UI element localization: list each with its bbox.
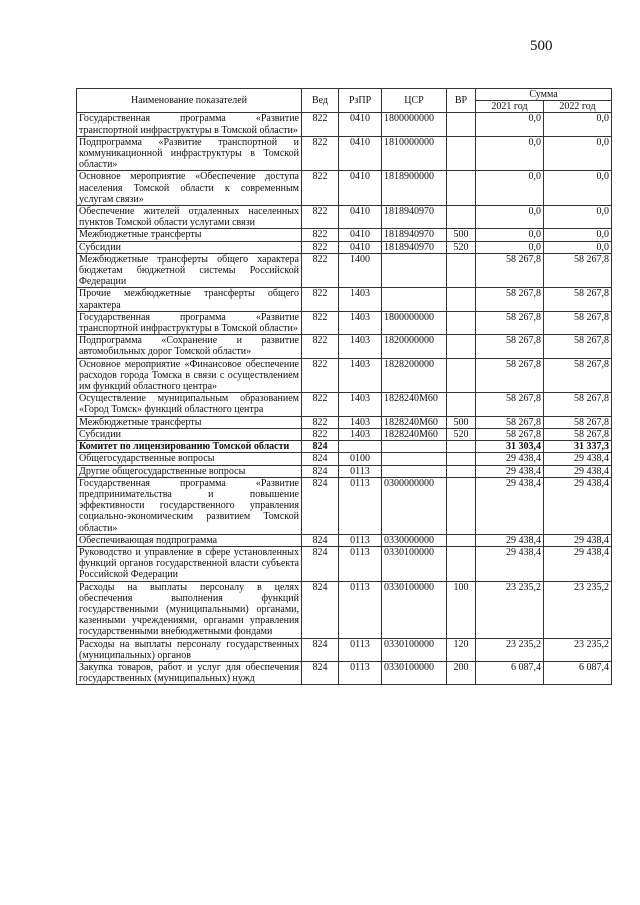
table-row: [77, 253, 612, 288]
row-name: Руководство и управление в сфере установленных функций органов государственной власти субъекта Российской Федерации: [77, 546, 302, 581]
row-name: Основное мероприятие «Обеспечение доступа населения Томской области к современным услугам связи»: [77, 171, 302, 206]
row-ved: 822: [302, 171, 339, 206]
row-rzpr: 0410: [339, 171, 382, 206]
row-ved: 824: [302, 581, 339, 638]
table-row: [77, 358, 612, 393]
row-name: Подпрограмма «Сохранение и развитие автомобильных дорог Томской области»: [77, 335, 302, 358]
row-sum-2021: 58 267,8: [476, 288, 544, 311]
row-rzpr: 1403: [339, 311, 382, 334]
row-name: Обеспечивающая подпрограмма: [77, 534, 302, 546]
row-rzpr: 0410: [339, 113, 382, 136]
row-csr: 1828240M60: [382, 393, 447, 416]
table-row: [77, 229, 612, 241]
row-name: Основное мероприятие «Финансовое обеспечение расходов города Томска в связи с осуществлением им функций областного центра»: [77, 358, 302, 393]
row-sum-2022: 0,0: [544, 113, 612, 136]
row-sum-2022: 0,0: [544, 206, 612, 229]
table-header: [77, 89, 612, 113]
row-name: Государственная программа «Развитие предпринимательства и повышение эффективности государственного управления социально-экономическим развитием Томской области»: [77, 477, 302, 534]
header-year-2022: 2022 год: [544, 101, 612, 113]
row-sum-2022: 23 235,2: [544, 638, 612, 661]
row-sum-2021: 58 267,8: [476, 416, 544, 428]
row-sum-2021: 29 438,4: [476, 546, 544, 581]
row-name: Субсидии: [77, 241, 302, 253]
row-csr: 0330100000: [382, 638, 447, 661]
row-csr: 1800000000: [382, 311, 447, 334]
table-row: [77, 288, 612, 311]
row-sum-2022: 58 267,8: [544, 428, 612, 440]
row-sum-2021: 6 087,4: [476, 661, 544, 684]
row-sum-2021: 0,0: [476, 241, 544, 253]
table-row: [77, 661, 612, 684]
table-row: [77, 428, 612, 440]
row-sum-2022: 58 267,8: [544, 335, 612, 358]
header-vr: ВР: [447, 89, 476, 113]
row-csr: 1810000000: [382, 136, 447, 171]
row-ved: 822: [302, 253, 339, 288]
header-year-2021: 2021 год: [476, 101, 544, 113]
row-ved: 822: [302, 428, 339, 440]
row-sum-2022: 58 267,8: [544, 288, 612, 311]
row-sum-2021: 29 438,4: [476, 534, 544, 546]
row-vr: [447, 546, 476, 581]
row-rzpr: 1400: [339, 253, 382, 288]
row-vr: 520: [447, 428, 476, 440]
table-row: [77, 311, 612, 334]
row-vr: 500: [447, 416, 476, 428]
row-ved: 822: [302, 229, 339, 241]
row-rzpr: 1403: [339, 393, 382, 416]
row-sum-2021: 58 267,8: [476, 428, 544, 440]
row-name: Другие общегосударственные вопросы: [77, 465, 302, 477]
row-vr: [447, 311, 476, 334]
row-csr: 0300000000: [382, 477, 447, 534]
row-rzpr: 0410: [339, 241, 382, 253]
row-name: Расходы на выплаты персоналу государственных (муниципальных) органов: [77, 638, 302, 661]
row-name: Закупка товаров, работ и услуг для обеспечения государственных (муниципальных) нужд: [77, 661, 302, 684]
row-rzpr: 0410: [339, 136, 382, 171]
header-rzpr: РзПР: [339, 89, 382, 113]
row-rzpr: 1403: [339, 428, 382, 440]
row-sum-2022: 31 337,3: [544, 441, 612, 453]
row-sum-2022: 29 438,4: [544, 534, 612, 546]
row-csr: 1818940970: [382, 206, 447, 229]
row-name: Межбюджетные трансферты: [77, 416, 302, 428]
row-rzpr: 0113: [339, 477, 382, 534]
row-sum-2022: 6 087,4: [544, 661, 612, 684]
row-csr: 1818940970: [382, 241, 447, 253]
budget-table: [76, 88, 612, 685]
row-ved: 824: [302, 534, 339, 546]
row-sum-2021: 0,0: [476, 206, 544, 229]
table-body: [77, 113, 612, 685]
row-sum-2021: 58 267,8: [476, 335, 544, 358]
row-csr: 1828200000: [382, 358, 447, 393]
header-sum: Сумма: [476, 89, 612, 101]
row-rzpr: 0100: [339, 453, 382, 465]
row-name: Осуществление муниципальным образованием «Город Томск» функций областного центра: [77, 393, 302, 416]
table-row: [77, 136, 612, 171]
table-row: [77, 113, 612, 136]
row-sum-2022: 29 438,4: [544, 477, 612, 534]
row-csr: [382, 465, 447, 477]
row-csr: [382, 453, 447, 465]
row-ved: 824: [302, 638, 339, 661]
row-rzpr: 0410: [339, 206, 382, 229]
table-row: [77, 581, 612, 638]
row-sum-2022: 0,0: [544, 229, 612, 241]
row-csr: [382, 288, 447, 311]
table-row: [77, 453, 612, 465]
row-sum-2022: 58 267,8: [544, 416, 612, 428]
row-sum-2021: 0,0: [476, 229, 544, 241]
row-name: Межбюджетные трансферты общего характера бюджетам бюджетной системы Российской Федерации: [77, 253, 302, 288]
row-csr: 1820000000: [382, 335, 447, 358]
row-csr: 1800000000: [382, 113, 447, 136]
row-csr: 0330100000: [382, 546, 447, 581]
table-row: [77, 171, 612, 206]
row-ved: 822: [302, 358, 339, 393]
row-rzpr: 0113: [339, 581, 382, 638]
row-vr: [447, 358, 476, 393]
row-vr: [447, 136, 476, 171]
row-sum-2022: 0,0: [544, 171, 612, 206]
row-vr: 200: [447, 661, 476, 684]
row-sum-2021: 58 267,8: [476, 253, 544, 288]
row-vr: [447, 534, 476, 546]
row-name: Общегосударственные вопросы: [77, 453, 302, 465]
row-sum-2022: 0,0: [544, 136, 612, 171]
row-rzpr: 0113: [339, 465, 382, 477]
row-name: Прочие межбюджетные трансферты общего характера: [77, 288, 302, 311]
row-ved: 822: [302, 288, 339, 311]
row-csr: 0330100000: [382, 661, 447, 684]
row-vr: [447, 113, 476, 136]
header-ved: Вед: [302, 89, 339, 113]
row-vr: [447, 171, 476, 206]
row-sum-2022: 29 438,4: [544, 453, 612, 465]
row-vr: [447, 288, 476, 311]
row-sum-2022: 29 438,4: [544, 546, 612, 581]
row-name: Подпрограмма «Развитие транспортной и коммуникационной инфраструктуры в Томской области»: [77, 136, 302, 171]
row-sum-2022: 0,0: [544, 241, 612, 253]
row-ved: 822: [302, 136, 339, 171]
row-sum-2021: 29 438,4: [476, 477, 544, 534]
table-row: [77, 393, 612, 416]
row-ved: 822: [302, 311, 339, 334]
row-ved: 824: [302, 546, 339, 581]
row-vr: 120: [447, 638, 476, 661]
row-rzpr: 1403: [339, 416, 382, 428]
row-sum-2021: 23 235,2: [476, 581, 544, 638]
row-csr: [382, 253, 447, 288]
table-row: [77, 416, 612, 428]
row-rzpr: [339, 441, 382, 453]
row-csr: 1818900000: [382, 171, 447, 206]
row-ved: 822: [302, 206, 339, 229]
row-ved: 822: [302, 335, 339, 358]
row-csr: 1818940970: [382, 229, 447, 241]
row-sum-2021: 23 235,2: [476, 638, 544, 661]
row-vr: 100: [447, 581, 476, 638]
table-row: [77, 241, 612, 253]
row-vr: 520: [447, 241, 476, 253]
row-sum-2022: 58 267,8: [544, 358, 612, 393]
row-ved: 824: [302, 477, 339, 534]
row-rzpr: 1403: [339, 358, 382, 393]
row-vr: [447, 253, 476, 288]
row-name: Обеспечение жителей отдаленных населенных пунктов Томской области услугами связи: [77, 206, 302, 229]
table-row: [77, 546, 612, 581]
row-csr: 1828240M60: [382, 428, 447, 440]
table-row: [77, 477, 612, 534]
row-name: Субсидии: [77, 428, 302, 440]
row-rzpr: 0113: [339, 638, 382, 661]
row-rzpr: 1403: [339, 335, 382, 358]
row-name: Государственная программа «Развитие транспортной инфраструктуры в Томской области»: [77, 113, 302, 136]
row-sum-2021: 0,0: [476, 136, 544, 171]
row-sum-2021: 58 267,8: [476, 358, 544, 393]
row-vr: [447, 465, 476, 477]
row-sum-2022: 58 267,8: [544, 393, 612, 416]
header-csr: ЦСР: [382, 89, 447, 113]
row-ved: 824: [302, 661, 339, 684]
row-sum-2021: 29 438,4: [476, 453, 544, 465]
row-csr: 0330000000: [382, 534, 447, 546]
row-ved: 824: [302, 453, 339, 465]
row-rzpr: 0113: [339, 661, 382, 684]
row-ved: 822: [302, 113, 339, 136]
row-name: Государственная программа «Развитие транспортной инфраструктуры в Томской области»: [77, 311, 302, 334]
page-number: 500: [530, 38, 553, 54]
row-name: Комитет по лицензированию Томской области: [77, 441, 302, 453]
row-sum-2021: 31 303,4: [476, 441, 544, 453]
row-ved: 822: [302, 241, 339, 253]
row-sum-2022: 58 267,8: [544, 253, 612, 288]
table-row: [77, 465, 612, 477]
row-csr: 1828240M60: [382, 416, 447, 428]
row-sum-2022: 58 267,8: [544, 311, 612, 334]
table-row: [77, 335, 612, 358]
row-csr: 0330100000: [382, 581, 447, 638]
row-vr: [447, 206, 476, 229]
row-ved: 824: [302, 441, 339, 453]
row-rzpr: 0410: [339, 229, 382, 241]
row-vr: [447, 477, 476, 534]
row-ved: 824: [302, 465, 339, 477]
row-sum-2022: 23 235,2: [544, 581, 612, 638]
row-sum-2021: 58 267,8: [476, 311, 544, 334]
row-ved: 822: [302, 416, 339, 428]
row-csr: [382, 441, 447, 453]
row-rzpr: 1403: [339, 288, 382, 311]
row-ved: 822: [302, 393, 339, 416]
row-name: Расходы на выплаты персоналу в целях обеспечения выполнения функций государственными (муниципальными) органами, казенными учреждениями, органами управления государственными внебюджетными фондами: [77, 581, 302, 638]
header-name: Наименование показателей: [77, 89, 302, 113]
row-vr: [447, 441, 476, 453]
row-rzpr: 0113: [339, 534, 382, 546]
table-row: [77, 441, 612, 453]
table-row: [77, 534, 612, 546]
row-name: Межбюджетные трансферты: [77, 229, 302, 241]
row-vr: [447, 393, 476, 416]
row-vr: [447, 335, 476, 358]
row-vr: 500: [447, 229, 476, 241]
row-vr: [447, 453, 476, 465]
row-sum-2021: 0,0: [476, 113, 544, 136]
row-sum-2021: 29 438,4: [476, 465, 544, 477]
row-sum-2022: 29 438,4: [544, 465, 612, 477]
table-row: [77, 638, 612, 661]
table-row: [77, 206, 612, 229]
row-rzpr: 0113: [339, 546, 382, 581]
row-sum-2021: 0,0: [476, 171, 544, 206]
row-sum-2021: 58 267,8: [476, 393, 544, 416]
